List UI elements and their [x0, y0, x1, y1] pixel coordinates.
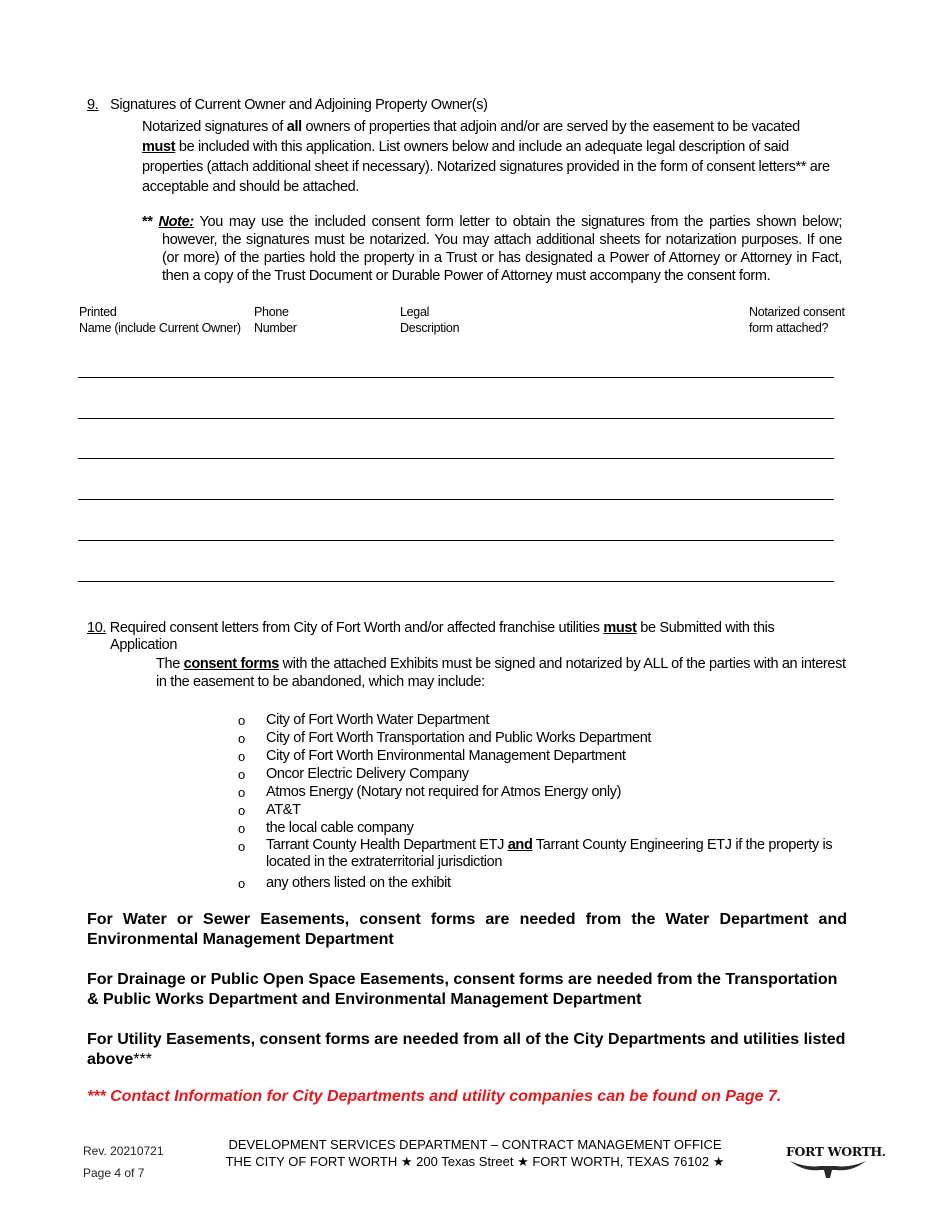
- note-label: Note:: [158, 214, 194, 230]
- para-bold-consent-forms: consent forms: [183, 656, 279, 672]
- longhorn-icon: [786, 1158, 870, 1182]
- para-bold-must: must: [142, 139, 176, 155]
- bullet-icon: o: [238, 803, 245, 818]
- list-item-text: any others listed on the exhibit: [266, 875, 451, 891]
- list-item: [238, 783, 878, 801]
- list-item-text: City of Fort Worth Environmental Management Department: [266, 748, 626, 764]
- col-header-legal: [400, 304, 459, 336]
- list-item: [238, 747, 878, 765]
- list-item: [238, 729, 878, 747]
- signature-line-6[interactable]: [78, 581, 834, 582]
- list-item-and: and: [507, 837, 533, 853]
- bullet-icon: o: [238, 731, 245, 746]
- col-header-line: form attached?: [749, 321, 829, 335]
- section-10-text: be Submitted with this: [636, 620, 775, 636]
- footer-address: THE CITY OF FORT WORTH ★ 200 Texas Street ★ FORT WORTH, TEXAS 76102 ★: [225, 1154, 725, 1169]
- utility-note-text: For Utility Easements, consent forms are needed from all of the City Departments and utilities listed above: [87, 1031, 846, 1068]
- list-item-text: Tarrant County Engineering ETJ if the property is located in the extraterritorial jurisdiction: [266, 837, 833, 870]
- contact-info-note: *** Contact Information for City Departments and utility companies can be found on Page 7.: [87, 1088, 782, 1105]
- footer-department: DEVELOPMENT SERVICES DEPARTMENT – CONTRACT MANAGEMENT OFFICE: [228, 1137, 722, 1152]
- section-9-paragraph: [142, 117, 832, 197]
- fort-worth-logo: [786, 1144, 886, 1184]
- water-easement-note: For Water or Sewer Easements, consent forms are needed from the Water Department and Environmental Management Department: [87, 911, 847, 948]
- list-item-text: Tarrant County Health Department ETJ: [266, 837, 508, 853]
- col-header-line: Description: [400, 321, 460, 335]
- list-item-text: Atmos Energy (Notary not required for Atmos Energy only): [266, 784, 622, 800]
- section-9-heading: [87, 97, 488, 113]
- col-header-line: Phone: [254, 305, 289, 319]
- col-header-notarized: [749, 304, 845, 336]
- para-text: Notarized signatures of: [142, 119, 287, 135]
- col-header-line: Notarized consent: [749, 305, 845, 319]
- list-item: [238, 837, 878, 871]
- consent-party-list: [238, 711, 878, 892]
- bullet-icon: o: [238, 767, 245, 782]
- section-9-number: 9.: [87, 97, 99, 113]
- drainage-easement-note: For Drainage or Public Open Space Easements, consent forms are needed from the Transportation & Public Works Department and Environmental Management Department: [87, 971, 838, 1008]
- list-item-text: City of Fort Worth Water Department: [266, 712, 490, 728]
- col-header-phone: [254, 304, 297, 336]
- section-10-heading-line2: Application: [110, 637, 178, 653]
- list-item: [238, 711, 878, 729]
- bullet-icon: o: [238, 749, 245, 764]
- col-header-line: Legal: [400, 305, 430, 319]
- para-bold-all: all: [286, 119, 302, 135]
- signature-line-3[interactable]: [78, 458, 834, 459]
- list-item: [238, 801, 878, 819]
- bullet-icon: o: [238, 839, 245, 854]
- col-header-line: Printed: [79, 305, 117, 319]
- list-item-text: Oncor Electric Delivery Company: [266, 766, 469, 782]
- col-header-line: Name (include Current Owner): [79, 321, 241, 335]
- list-item: [238, 819, 878, 837]
- note-stars: **: [142, 214, 159, 230]
- list-item: [238, 874, 878, 892]
- signature-line-1[interactable]: [78, 377, 834, 378]
- para-text: The: [156, 656, 184, 672]
- col-header-line: Number: [254, 321, 297, 335]
- col-header-name: [79, 304, 241, 336]
- section-10-heading: [87, 619, 807, 637]
- note-text: You may use the included consent form letter to obtain the signatures from the parties shown below; however, the signatures must be notarized. You may attach additional sheets for notarization purposes. If one (or more) of the parties hold the property in a Trust or has designated a Power of Attorney or Attorney in Fact, then a copy of the Trust Document or Durable Power of Attorney must accompany the consent form.: [162, 214, 843, 284]
- utility-easement-note: [87, 1030, 847, 1070]
- list-item: [238, 765, 878, 783]
- para-text: with the attached Exhibits must be signed and notarized by ALL of the parties with an interest in the easement to be abandoned, which may include:: [156, 656, 846, 690]
- section-10-text: Required consent letters from City of Fort Worth and/or affected franchise utilities: [106, 620, 604, 636]
- section-10-paragraph: [156, 655, 848, 691]
- signature-line-4[interactable]: [78, 499, 834, 500]
- bullet-icon: o: [238, 713, 245, 728]
- list-item-text: AT&T: [266, 802, 301, 818]
- page-number: Page 4 of 7: [83, 1166, 145, 1180]
- list-item-text: the local cable company: [266, 820, 414, 836]
- revision-number: Rev. 20210721: [83, 1144, 164, 1158]
- logo-text: FORT WORTH.: [786, 1144, 886, 1159]
- section-10-must: must: [603, 620, 637, 636]
- section-9-note: [142, 213, 842, 285]
- signature-line-2[interactable]: [78, 418, 834, 419]
- para-text: be included with this application. List owners below and include an adequate legal description of said properties (attach additional sheet if necessary). Notarized signatures provided in the form of consent letters** are acceptable and should be attached.: [142, 139, 830, 195]
- utility-note-stars: ***: [133, 1051, 152, 1068]
- list-item-text: City of Fort Worth Transportation and Public Works Department: [266, 730, 652, 746]
- bullet-icon: o: [238, 821, 245, 836]
- para-text: owners of properties that adjoin and/or are served by the easement to be vacated: [301, 119, 800, 135]
- section-10-number: 10.: [87, 620, 107, 636]
- signature-line-5[interactable]: [78, 540, 834, 541]
- bullet-icon: o: [238, 876, 245, 891]
- section-9-title: Signatures of Current Owner and Adjoining Property Owner(s): [110, 97, 488, 113]
- bullet-icon: o: [238, 785, 245, 800]
